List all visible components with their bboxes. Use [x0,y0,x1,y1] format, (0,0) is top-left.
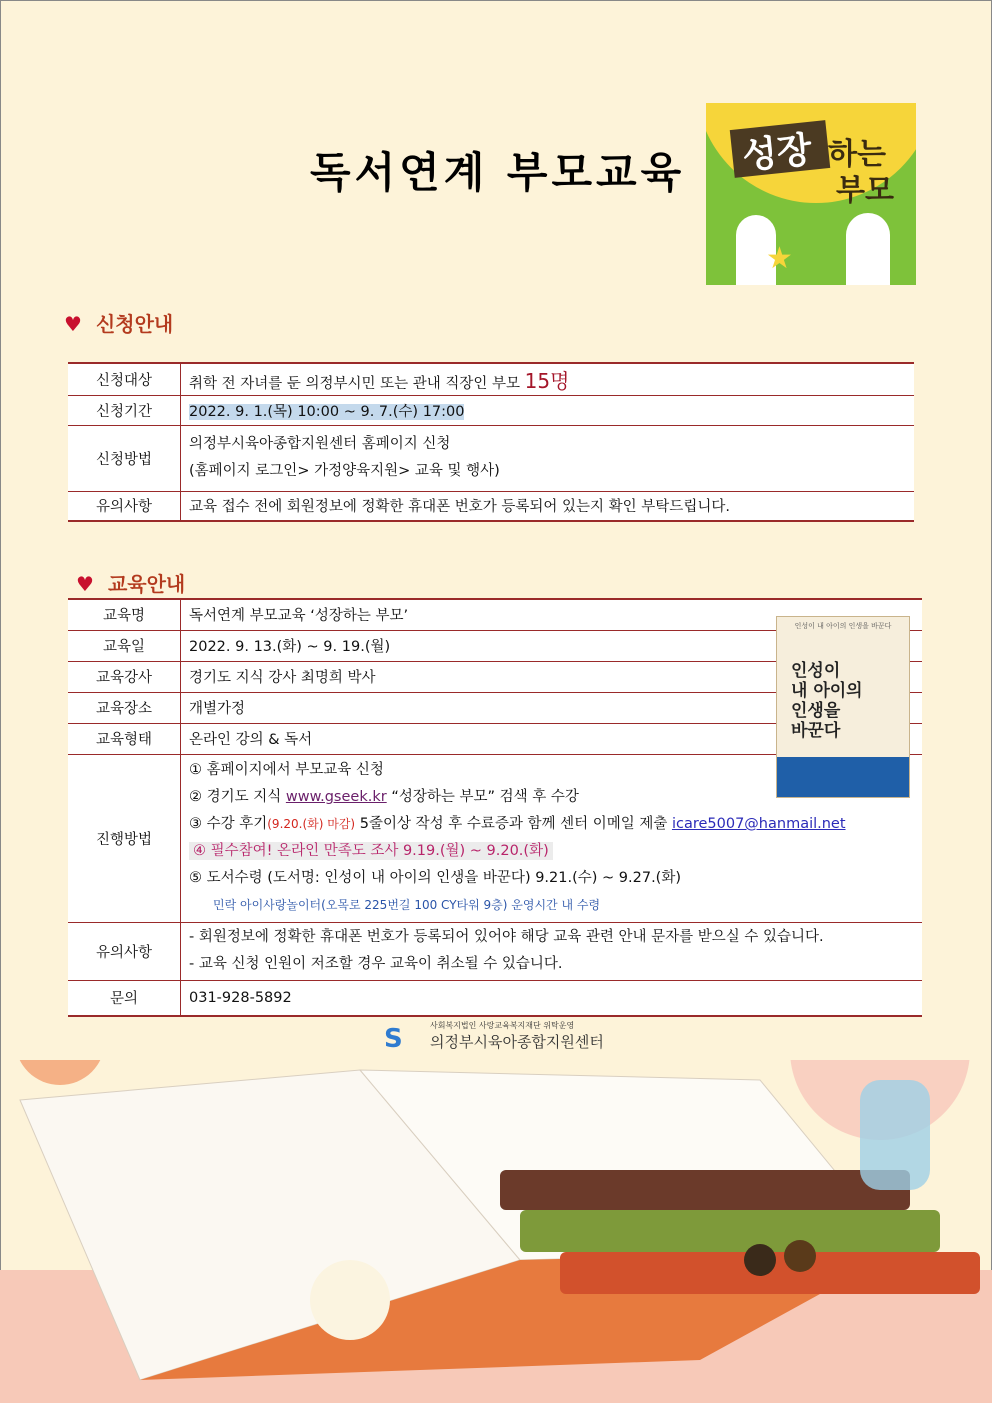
book-band [777,757,909,797]
row-key: 교육형태 [68,723,181,754]
flower-bouquet [310,1260,390,1340]
apply-table [68,362,914,522]
child-figure [744,1244,776,1276]
step-5: ⑤ 도서수령 (도서명: 인성이 내 아이의 인생을 바꾼다) 9.21.(수) ~ 9.27.(화) [189,870,682,886]
apply-heading: ♥ 신청안내 [64,312,174,336]
cover-word-3: 부모 [836,173,894,208]
edu-heading: ♥ 교육안내 [76,572,186,596]
heart-icon: ♥ [64,312,82,336]
book-cover: 인성이 내 아이의 인생을 바꾼다 인성이 내 아이의 인생을 바꾼다 [776,616,910,798]
row-key: 진행방법 [68,754,181,922]
row-key: 교육명 [68,599,181,630]
row-value: 온라인 강의 & 독서 [181,723,923,754]
cover-word-1: 성장 [740,129,814,178]
row-value: 2022. 9. 1.(목) 10:00 ~ 9. 7.(수) 17:00 [181,395,915,425]
center-logo: S 사회복지법인 사랑교육복지재단 위탁운영 의정부시육아종합지원센터 [384,1021,604,1054]
flower-blob [15,1060,105,1085]
email-link[interactable]: icare5007@hanmail.net [671,816,846,832]
capacity: 15명 [524,368,570,393]
book-title: 인성이 내 아이의 인생을 바꾼다 [791,661,863,741]
book-illustration [0,1060,992,1403]
step-3: ③ 수강 후기(9.20.(화) 마감) 5줄이상 작성 후 수료증과 함께 센터 이메일 제출 icare5007@hanmail.net [189,816,846,832]
step-1: ① 홈페이지에서 부모교육 신청 [189,762,384,778]
cover-person-2 [846,213,890,285]
gseek-link[interactable]: www.gseek.kr [285,789,387,805]
contact-phone: 031-928-5892 [181,980,923,1016]
step-2: ② 경기도 지식 www.gseek.kr “성장하는 부모” 검색 후 수강 [189,789,579,805]
row-value: 독서연계 부모교육 ‘성장하는 부모’ [181,599,923,630]
stacked-book [520,1210,940,1252]
child-figure [784,1240,816,1272]
row-key: 교육일 [68,630,181,661]
row-key: 문의 [68,980,181,1016]
table-row [68,363,914,395]
row-key: 유의사항 [68,491,181,521]
row-value: 교육 접수 전에 회원정보에 정확한 휴대폰 번호가 등록되어 있는지 확인 부탁드립니다. [181,491,915,521]
star-icon: ★ [766,241,793,276]
row-key: 신청대상 [68,363,181,395]
heart-icon: ♥ [76,572,94,596]
row-key: 교육장소 [68,692,181,723]
cover-word-2: 하는 [828,137,886,172]
row-key: 신청방법 [68,425,181,491]
row-value: 취학 전 자녀를 둔 의정부시민 또는 관내 직장인 부모 15명 [181,363,915,395]
row-value: 개별가정 [181,692,923,723]
row-value: 2022. 9. 13.(화) ~ 9. 19.(월) [181,630,923,661]
row-key: 유의사항 [68,922,181,980]
cover-image [706,103,916,285]
table-row [68,425,914,491]
row-value: - 회원정보에 정확한 휴대폰 번호가 등록되어 있어야 해당 교육 관련 안내 문자를 받으실 수 있습니다. - 교육 신청 인원이 저조할 경우 교육이 취소될 수 있습니다. [181,922,923,980]
table-row [68,980,922,1016]
vase [860,1080,930,1190]
row-value: 경기도 지식 강사 최명희 박사 [181,661,923,692]
table-row [68,922,922,980]
step-4: ④ 필수참여! 온라인 만족도 조사 9.19.(월) ~ 9.20.(화) [189,838,914,865]
row-value: 의정부시육아종합지원센터 홈페이지 신청 (홈페이지 로그인> 가정양육지원> 교육 및 행사) [181,425,915,491]
row-key: 신청기간 [68,395,181,425]
pickup-note: 민락 아이사랑놀이터(오목로 225번길 100 CY타워 9층) 운영시간 내 수령 [213,898,601,912]
table-row [68,395,914,425]
row-key: 교육강사 [68,661,181,692]
stacked-book [500,1170,910,1210]
page-title: 독서연계 부모교육 [310,148,686,197]
table-row [68,491,914,521]
logo-mark-icon: S [384,1024,403,1054]
